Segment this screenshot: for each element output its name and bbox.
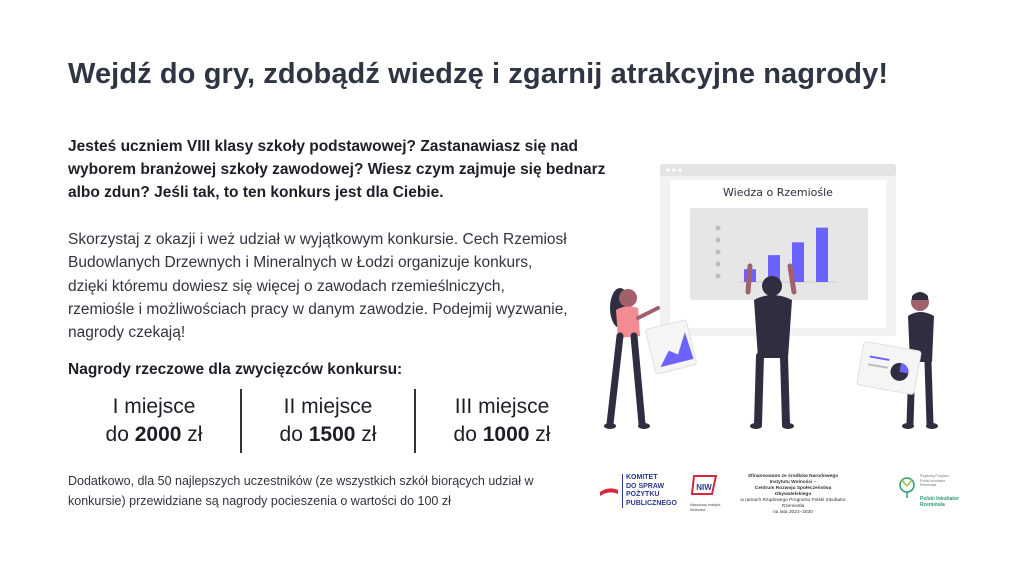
funding-line: Sfinansowano ze środków Narodowego Instytutu Wolności – [747, 474, 839, 485]
tablet-right [857, 341, 922, 394]
prize-amount-line [68, 421, 240, 449]
partner-logos [598, 468, 958, 518]
woman-figure [604, 288, 658, 429]
prize-prefix: do [453, 423, 477, 446]
list-dot-icon [716, 226, 721, 231]
prize-third [416, 389, 588, 455]
pik-sprout-icon [898, 476, 916, 500]
funding-note [738, 474, 848, 516]
flag-icon [600, 486, 618, 500]
prizes-row [68, 389, 588, 455]
footnote: Dodatkowo, dla 50 najlepszych uczestników (ze wszystkich szkół biorących udział w konkursie) przewidziane są nagrody pocieszenia o wartości do 100 zł [68, 474, 534, 508]
knowledge-board-illustration [598, 158, 978, 438]
list-dot-icon [716, 238, 721, 243]
board-titlebar [660, 164, 896, 176]
window-dot-icon [678, 168, 681, 171]
komitet-logo [598, 474, 682, 514]
prize-amount: 1500 [308, 423, 356, 446]
funding-line: na lata 2021–2030 [773, 510, 813, 515]
niw-letters: NIW [696, 483, 712, 492]
pik-caption-line: Polski Inkubator [920, 478, 945, 483]
body-paragraph: Skorzystaj z okazji i weż udział w wyjątkowym konkursie. Cech Rzemiosł Budowlanych Drzewnych i Mineralnych w Łodzi organizuje konkurs, dzięki któremu dowiesz się więcej o zawodach rzemieślniczych, rzemiośle i możliwościach pracy w danym zawodzie. Podejmij wyzwanie, nagrody czekają! [68, 231, 568, 342]
window-dot-icon [672, 168, 675, 171]
window-dot-icon [666, 168, 669, 171]
niw-logo [690, 472, 726, 516]
prize-amount: 1000 [482, 423, 530, 446]
prizes-heading: Nagrody rzeczowe dla zwycięzców konkursu: [68, 361, 403, 378]
pik-logo [898, 474, 958, 518]
list-dot-icon [716, 274, 721, 279]
list-dot-icon [716, 262, 721, 267]
prize-prefix: do [105, 423, 129, 446]
pik-caption-line: Rządowy Program [920, 474, 949, 478]
funding-line: w ramach Rządowego Programu Polski Inkubator Rzemiosła [740, 498, 846, 509]
komitet-line: POŻYTKU [626, 491, 660, 498]
prize-second [242, 389, 414, 455]
illustration-bar [816, 228, 828, 282]
board-title: Wiedza o Rzemiośle [723, 186, 833, 199]
niw-caption: Narodowy Instytut Wolności [690, 503, 721, 512]
pik-name-line: Polski Inkubator [920, 495, 959, 502]
prize-first [68, 389, 240, 455]
funding-line: Centrum Rozwoju Społeczeństwa Obywatelskiego [754, 486, 832, 497]
prize-place: III miejsce [454, 395, 550, 418]
niw-mark-icon [690, 472, 720, 498]
komitet-line: PUBLICZNEGO [626, 499, 677, 507]
list-dot-icon [716, 250, 721, 255]
prize-place: I miejsce [112, 395, 196, 418]
lead-paragraph: Jesteś uczniem VIII klasy szkoły podstawowej? Zastanawiasz się nad wyborem branżowej szkoły zawodowej? Wiesz czym zajmuje się bednarz albo zdun? Jeśli tak, to ten konkurs jest dla Ciebie. [68, 138, 606, 201]
pik-caption-line: Rzemiosła [920, 483, 937, 487]
prize-currency: zł [535, 423, 551, 446]
prize-prefix: do [279, 423, 303, 446]
page-title: Wejdź do gry, zdobądź wiedzę i zgarnij atrakcyjne nagrody! [68, 58, 889, 90]
prize-currency: zł [187, 423, 203, 446]
prize-amount-line [242, 421, 414, 449]
komitet-line: DO SPRAW [626, 482, 665, 490]
prize-amount-line [416, 421, 588, 449]
prize-currency: zł [361, 423, 377, 446]
pik-name-line: Rzemiosła [920, 501, 945, 508]
komitet-line: KOMITET [626, 474, 658, 481]
prize-amount: 2000 [134, 423, 182, 446]
prize-place: II miejsce [283, 395, 373, 418]
